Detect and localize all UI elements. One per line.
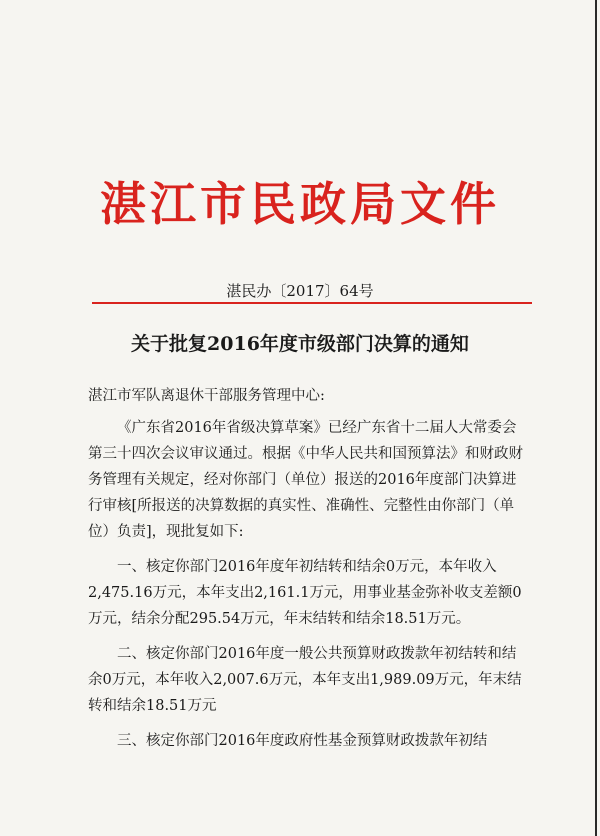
notice-title: 关于批复2016年度市级部门决算的通知 — [131, 333, 469, 355]
paragraph: 《广东省2016年省级决算草案》已经广东省十二届人大常委会第三十四次会议审议通过。根据《中华人民共和国预算法》和财政财务管理有关规定，经对你部门（单位）报送的2016年度部门决算进行审核[所报送的决算数据的真实性、准确性、完整性由你部门（单位）负责]，现批复如下: — [88, 420, 523, 540]
document-header-title: 湛江市民政局文件 — [100, 177, 500, 231]
header-divider — [92, 302, 532, 304]
addressee: 湛江市军队离退休干部服务管理中心: — [88, 388, 325, 404]
paragraph: 一、核定你部门2016年度年初结转和结余0万元，本年收入2,475.16万元，本年支出2,161.1万元，用事业基金弥补收支差额0万元，结余分配295.54万元，年末结转和结余18.51万元。 — [88, 559, 522, 627]
paragraph: 二、核定你部门2016年度一般公共预算财政拨款年初结转和结余0万元，本年收入2,007.6万元，本年支出1,989.09万元，年末结转和结余18.51万元 — [88, 646, 522, 714]
document-body — [88, 383, 528, 763]
scan-edge — [595, 0, 597, 836]
paragraph: 三、核定你部门2016年度政府性基金预算财政拨款年初结 — [117, 733, 488, 749]
document-number: 湛民办〔2017〕64号 — [226, 282, 374, 300]
